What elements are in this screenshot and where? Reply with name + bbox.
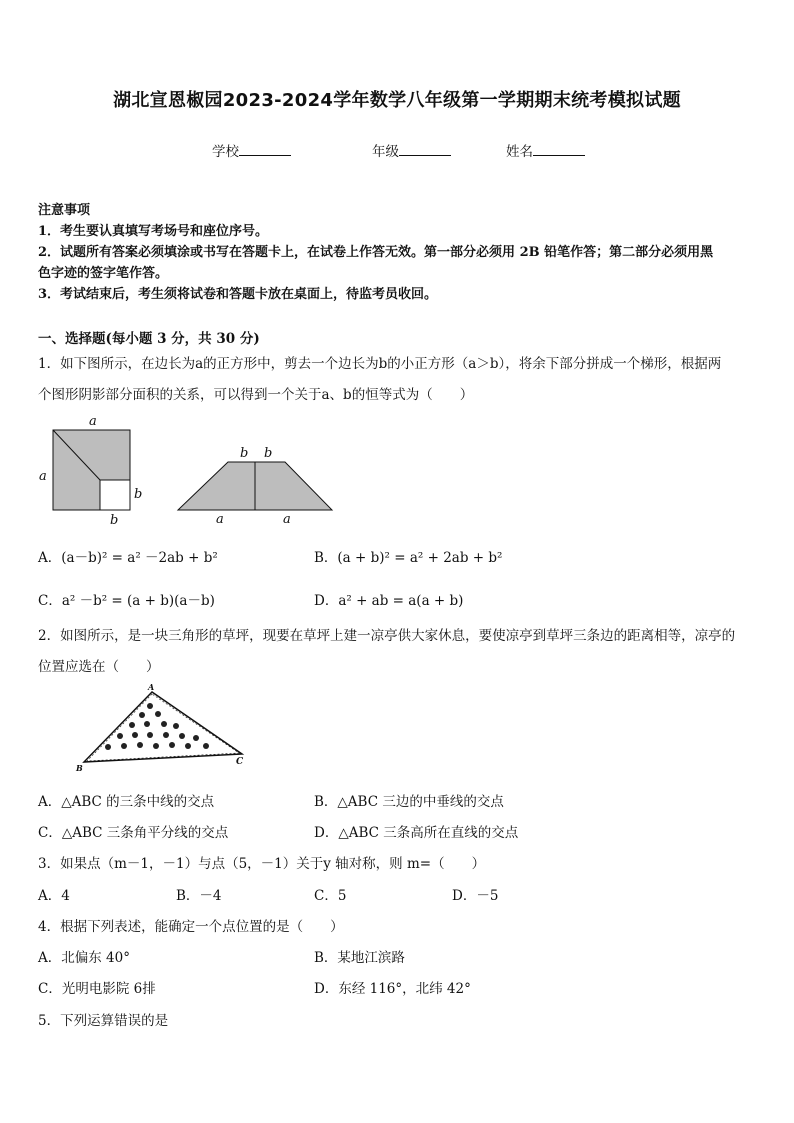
school-label: 学校 [212, 144, 239, 160]
notes-heading: 注意事项 [38, 203, 91, 218]
q4-text: 4．根据下列表述，能确定一个点位置的是（ ） [38, 919, 344, 935]
note-item: 3．考试结束后，考生须将试卷和答题卡放在桌面上，待监考员收回。 [38, 287, 438, 302]
label-b-trap-2: b [264, 446, 273, 461]
page-title: 湖北宣恩椒园2023-2024学年数学八年级第一学期期末统考模拟试题 [113, 90, 681, 111]
grade-blank [399, 143, 451, 156]
lawn-triangle [84, 692, 242, 762]
q3-option-a[interactable]: A．4 [38, 888, 70, 904]
label-b-trap-1: b [240, 446, 249, 461]
vertex-b-label: B [76, 763, 83, 773]
label-a-trap-1: a [216, 512, 224, 527]
name-label: 姓名 [506, 144, 533, 160]
school-blank [239, 143, 291, 156]
q3-option-b[interactable]: B．－4 [176, 888, 222, 904]
label-b-right: b [134, 487, 143, 502]
school-field [212, 140, 291, 160]
q5-text: 5．下列运算错误的是 [38, 1013, 169, 1029]
q2-text-line2: 位置应选在（ ） [38, 659, 160, 675]
q2-option-c[interactable]: C．△ABC 三条角平分线的交点 [38, 825, 229, 841]
q1-text-line2: 个图形阴影部分面积的关系，可以得到一个关于a、b的恒等式为（ ） [38, 387, 474, 403]
q3-option-c[interactable]: C．5 [314, 888, 347, 904]
vertex-c-label: C [236, 757, 244, 767]
q4-option-c[interactable]: C．光明电影院 6排 [38, 981, 156, 997]
name-blank [533, 143, 585, 156]
q2-option-a[interactable]: A．△ABC 的三条中线的交点 [38, 794, 215, 810]
grade-field [372, 140, 451, 160]
label-a-top: a [89, 414, 97, 429]
small-square [100, 480, 130, 510]
note-item: 色字迹的签字笔作答。 [38, 266, 169, 281]
note-item: 1．考生要认真填写考场号和座位序号。 [38, 224, 269, 239]
q4-option-b[interactable]: B．某地江滨路 [314, 950, 405, 966]
q1-figure [30, 410, 350, 530]
label-a-left: a [39, 469, 47, 484]
q2-option-b[interactable]: B．△ABC 三边的中垂线的交点 [314, 794, 504, 810]
q1-text-line1: 1．如下图所示，在边长为a的正方形中，剪去一个边长为b的小正方形（a＞b），将余下部分拼成一个梯形，根据两 [38, 356, 722, 372]
q1-option-b[interactable]: B．(a + b)² = a² + 2ab + b² [314, 550, 503, 566]
q2-triangle-figure [72, 680, 257, 775]
q1-option-a[interactable]: A．(a－b)² = a² －2ab + b² [38, 550, 218, 566]
grade-label: 年级 [372, 144, 399, 160]
label-a-trap-2: a [283, 512, 291, 527]
q4-option-d[interactable]: D．东经 116°，北纬 42° [314, 981, 471, 997]
q1-option-c[interactable]: C．a² －b² = (a + b)(a－b) [38, 593, 215, 609]
section-heading: 一、选择题(每小题 3 分，共 30 分) [38, 331, 260, 347]
q3-text: 3．如果点（m－1，－1）与点（5，－1）关于y 轴对称，则 m=（ ） [38, 856, 486, 872]
q2-option-d[interactable]: D．△ABC 三条高所在直线的交点 [314, 825, 519, 841]
label-b-bottom: b [110, 513, 119, 528]
q2-text-line1: 2．如图所示，是一块三角形的草坪，现要在草坪上建一凉亭供大家休息，要使凉亭到草坪三条边的距离相等，凉亭的 [38, 628, 736, 644]
q4-option-a[interactable]: A．北偏东 40° [38, 950, 130, 966]
name-field [506, 140, 585, 160]
note-item: 2．试题所有答案必须填涂或书写在答题卡上，在试卷上作答无效。第一部分必须用 2B 铅笔作答；第二部分必须用黑 [38, 245, 714, 260]
q1-option-d[interactable]: D．a² + ab = a(a + b) [314, 593, 464, 609]
q3-option-d[interactable]: D．－5 [452, 888, 499, 904]
vertex-a-label: A [148, 682, 155, 692]
